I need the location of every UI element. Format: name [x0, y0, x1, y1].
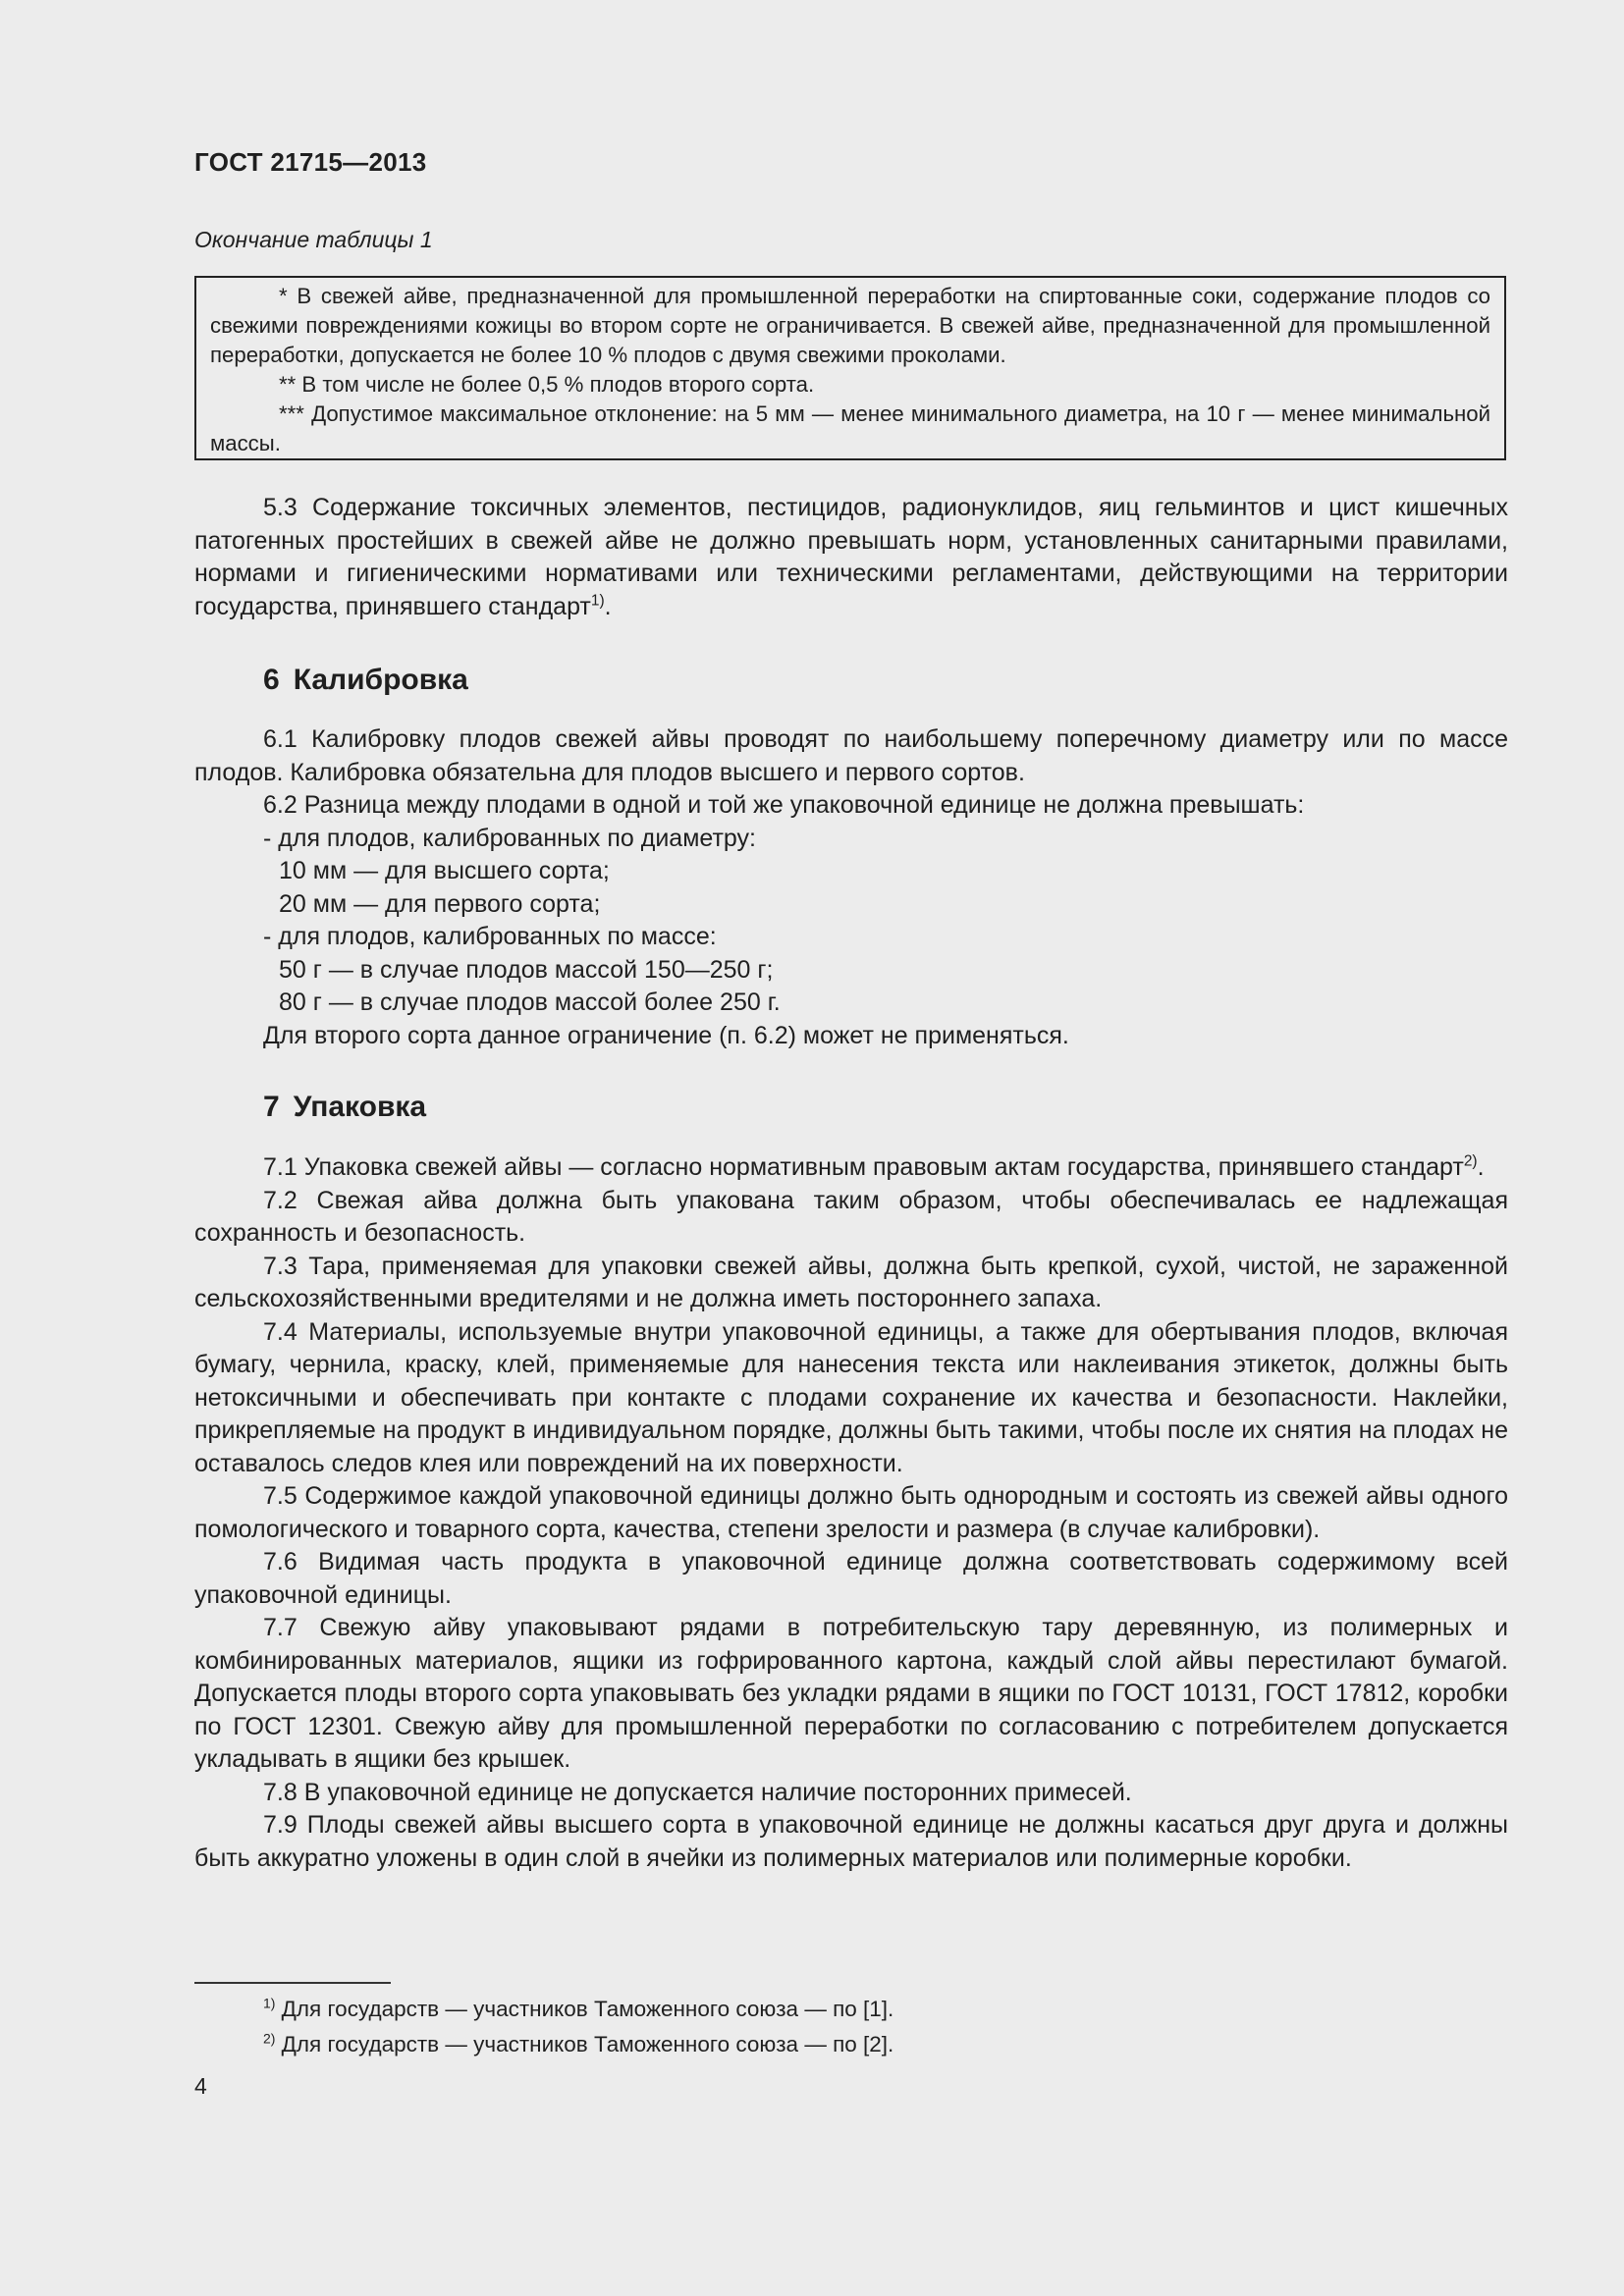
paragraph-7-4: 7.4 Материалы, используемые внутри упаковочной единицы, а также для обертывания плодов, включая бумагу, чернила, краску, клей, применяемые для нанесения текста или наклеивания этикеток, должны быть нетоксичными и обеспечивать при контакте с плодами сохранение их качества и безопасности. Наклейки, прикрепляемые на продукт в индивидуальном порядке, должны быть такими, чтобы после их снятия на плодах не оставалось следов клея или повреждений на их поверхности.	[194, 1317, 1508, 1477]
footnote-ref-1: 1)	[590, 592, 605, 610]
footnote-1-text: Для государств — участников Таможенного союза — по [1].	[281, 1997, 894, 2021]
footnote-separator	[194, 1982, 391, 1984]
footnote-1-mark: 1)	[263, 1995, 276, 2011]
footnote-1	[263, 1997, 893, 2022]
paragraph-7-6: 7.6 Видимая часть продукта в упаковочной единице должна соответствовать содержимому всей упаковочной единицы.	[194, 1548, 1508, 1609]
paragraph-7-5: 7.5 Содержимое каждой упаковочной единицы должно быть однородным и состоять из свежей айвы одного помологического и товарного сорта, качества, степени зрелости и размера (в случае калибровки).	[194, 1482, 1508, 1543]
table-note-3: *** Допустимое максимальное отклонение: на 5 мм — менее минимального диаметра, на 10 г — менее минимальной массы.	[210, 401, 1490, 455]
paragraph-5-3: 5.3 Содержание токсичных элементов, пестицидов, радионуклидов, яиц гельминтов и цист кишечных патогенных простейших в свежей айве не должно превышать норм, установленных санитарными правилами, нормами и гигиеническими нормативами или техническими регламентами, действующими на территории государства, принявшего стандарт$^{1)}$.	[194, 494, 1508, 620]
section-6-body	[194, 723, 1508, 1052]
footnote-2	[263, 2032, 893, 2057]
paragraph-6-2: 6.2 Разница между плодами в одной и той же упаковочной единице не должна превышать:	[263, 791, 1305, 819]
paragraph-6-1: 6.1 Калибровку плодов свежей айвы проводят по наибольшему поперечному диаметру или по массе плодов. Калибровка обязательна для плодов высшего и первого сортов.	[194, 725, 1508, 786]
section-6-number: 6	[263, 664, 280, 696]
paragraph-7-7: 7.7 Свежую айву упаковывают рядами в потребительскую тару деревянную, из полимерных и комбинированных материалов, ящики из гофрированного картона, каждый слой айвы перестилают бумагой. Допускается плоды второго сорта упаковывать без укладки рядами в ящики по ГОСТ 10131, ГОСТ 17812, коробки по ГОСТ 12301. Свежую айву для промышленной переработки по согласованию с потребителем допускается укладывать в ящики без крышек.	[194, 1614, 1508, 1773]
paragraph-7-1: 7.1 Упаковка свежей айвы — согласно нормативным правовым актам государства, принявшего стандарт	[263, 1153, 1464, 1181]
list-diameter-item-1: 10 мм — для высшего сорта;	[279, 857, 610, 884]
list-mass-item-2: 80 г — в случае плодов массой более 250 г.	[279, 988, 781, 1016]
list-diameter-heading: - для плодов, калиброванных по диаметру:	[263, 824, 756, 852]
paragraph-7-9: 7.9 Плоды свежей айвы высшего сорта в упаковочной единице не должны касаться друг друга и должны быть аккуратно уложены в один слой в ячейки из полимерных материалов или полимерные коробки.	[194, 1811, 1508, 1872]
section-6-heading	[263, 664, 468, 697]
section-6-title: Калибровка	[293, 664, 468, 696]
section-7-heading	[263, 1091, 426, 1124]
document-header: ГОСТ 21715—2013	[194, 147, 427, 177]
table-note-2: ** В том числе не более 0,5 % плодов второго сорта.	[279, 372, 815, 397]
table-caption: Окончание таблицы 1	[194, 227, 433, 252]
section-7-number: 7	[263, 1091, 280, 1123]
section-7-title: Упаковка	[293, 1091, 427, 1123]
second-grade-note: Для второго сорта данное ограничение (п. 6.2) может не применяться.	[263, 1021, 1069, 1049]
footnote-2-mark: 2)	[263, 2030, 276, 2047]
table-note-1: * В свежей айве, предназначенной для промышленной переработки на спиртованные соки, содержание плодов со свежими повреждениями кожицы во втором сорте не ограничивается. В свежей айве, предназначенной для промышленной переработки, допускается не более 10 % плодов с двумя свежими проколами.	[210, 284, 1490, 367]
list-diameter-item-2: 20 мм — для первого сорта;	[279, 889, 601, 918]
section-7-body: 7.1 Упаковка свежей айвы — согласно нормативным правовым актам государства, принявшего стандарт$^{2)}$. 7.2 Свежая айва должна быть упакована таким образом, чтобы обеспечивалась ее надлежащая сохранность и безопасность. 7.3 Тара, применяемая для упаковки свежей айвы, должна быть крепкой, сухой, чистой, не зараженной сельскохозяйственными вредителями и не должна иметь постороннего запаха. 7.4 Материалы, используемые внутри упаковочной единицы, а также для обертывания плодов, включая бумагу, чернила, краску, клей, применяемые для нанесения текста или наклеивания этикеток, должны быть нетоксичными и обеспечивать при контакте с плодами сохранение их качества и безопасности. Наклейки, прикрепляемые на продукт в индивидуальном порядке, должны быть такими, чтобы после их снятия на плодах не оставалось следов клея или повреждений на их поверхности. 7.5 Содержимое каждой упаковочной единицы должно быть однородным и состоять из свежей айвы одного помологического и товарного сорта, качества, степени зрелости и размера (в случае калибровки). 7.6 Видимая часть продукта в упаковочной единице должна соответствовать содержимому всей упаковочной единицы. 7.7 Свежую айву упаковывают рядами в потребительскую тару деревянную, из полимерных и комбинированных материалов, ящики из гофрированного картона, каждый слой айвы перестилают бумагой. Допускается плоды второго сорта упаковывать без укладки рядами в ящики по ГОСТ 10131, ГОСТ 17812, коробки по ГОСТ 12301. Свежую айву для промышленной переработки по согласованию с потребителем допускается укладывать в ящики без крышек. 7.8 В упаковочной единице не допускается наличие посторонних примесей. 7.9 Плоды свежей айвы высшего сорта в упаковочной единице не должны касаться друг друга и должны быть аккуратно уложены в один слой в ячейки из полимерных материалов или полимерные коробки.	[194, 1151, 1508, 1875]
table-notes-box	[194, 276, 1506, 460]
footnote-2-text: Для государств — участников Таможенного союза — по [2].	[281, 2032, 894, 2056]
paragraph-7-3: 7.3 Тара, применяемая для упаковки свежей айвы, должна быть крепкой, сухой, чистой, не зараженной сельскохозяйственными вредителями и не должна иметь постороннего запаха.	[194, 1252, 1508, 1312]
footnote-ref-2: 2)	[1463, 1152, 1478, 1170]
list-mass-item-1: 50 г — в случае плодов массой 150—250 г;	[279, 955, 774, 984]
paragraph-7-8: 7.8 В упаковочной единице не допускается наличие посторонних примесей.	[263, 1778, 1132, 1806]
page-number: 4	[194, 2073, 207, 2099]
paragraph-5-3-text: 5.3 Содержание токсичных элементов, пестицидов, радионуклидов, яиц гельминтов и цист кишечных патогенных простейших в свежей айве не должно превышать норм, установленных санитарными правилами, нормами и гигиеническими нормативами или техническими регламентами, действующими на территории государства, принявшего стандарт	[194, 494, 1508, 620]
list-mass-heading: - для плодов, калиброванных по массе:	[263, 923, 717, 950]
paragraph-7-2: 7.2 Свежая айва должна быть упакована таким образом, чтобы обеспечивалась ее надлежащая сохранность и безопасность.	[194, 1186, 1508, 1247]
